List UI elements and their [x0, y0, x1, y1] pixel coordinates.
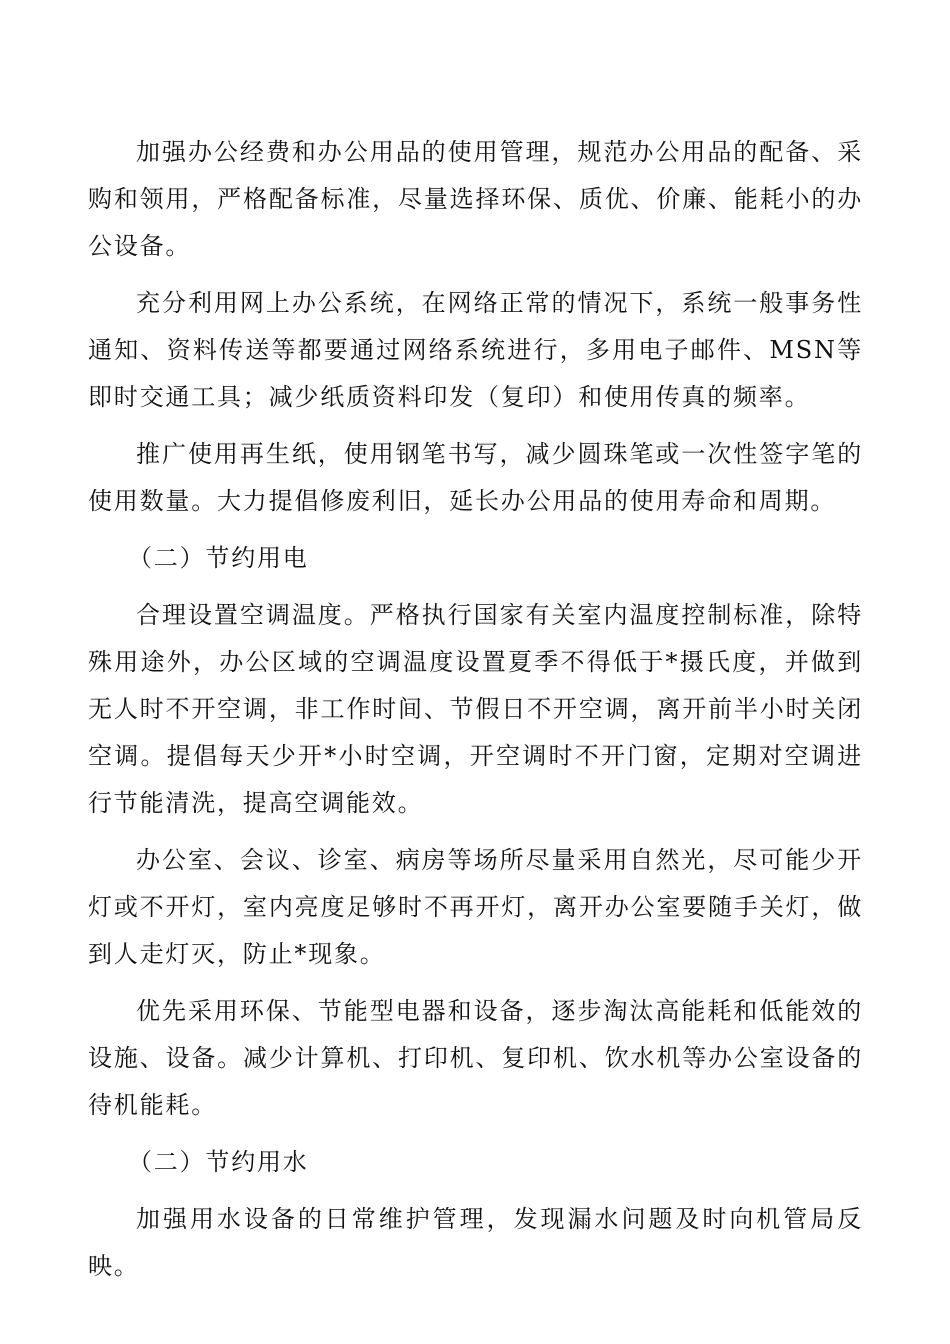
section-heading-save-electricity: （二）节约用电 — [128, 544, 309, 572]
paragraph-online-office-system: 充分利用网上办公系统，在网络正常的情况下，系统一般事务性通知、资料传送等都要通过网络系统进行，多用电子邮件、MSN等即时交通工具；减少纸质资料印发（复印）和使用传真的频率。 — [88, 289, 863, 411]
paragraph-recycled-paper: 推广使用再生纸，使用钢笔书写，减少圆珠笔或一次性签字笔的使用数量。大力提倡修废利旧，延长办公用品的使用寿命和周期。 — [88, 440, 863, 515]
section-heading-save-water: （二）节约用水 — [128, 1148, 309, 1176]
paragraph-water-equipment-maintenance: 加强用水设备的日常维护管理，发现漏水问题及时向机管局反映。 — [88, 1205, 863, 1280]
paragraph-air-conditioning: 合理设置空调温度。严格执行国家有关室内温度控制标准，除特殊用途外，办公区域的空调温度设置夏季不得低于*摄氏度，并做到无人时不开空调，非工作时间、节假日不开空调，离开前半小时关闭空调。提倡每天少开*小时空调，开空调时不开门窗，定期对空调进行节能清洗，提高空调能效。 — [88, 601, 863, 817]
paragraph-energy-saving-equipment: 优先采用环保、节能型电器和设备，逐步淘汰高能耗和低能效的设施、设备。减少计算机、打印机、复印机、饮水机等办公室设备的待机能耗。 — [88, 997, 863, 1119]
document-body — [88, 129, 863, 1290]
paragraph-office-supplies-management: 加强办公经费和办公用品的使用管理，规范办公用品的配备、采购和领用，严格配备标准，尽量选择环保、质优、价廉、能耗小的办公设备。 — [88, 138, 863, 260]
paragraph-lighting: 办公室、会议、诊室、病房等场所尽量采用自然光，尽可能少开灯或不开灯，室内亮度足够时不再开灯，离开办公室要随手关灯，做到人走灯灭，防止*现象。 — [88, 846, 863, 968]
